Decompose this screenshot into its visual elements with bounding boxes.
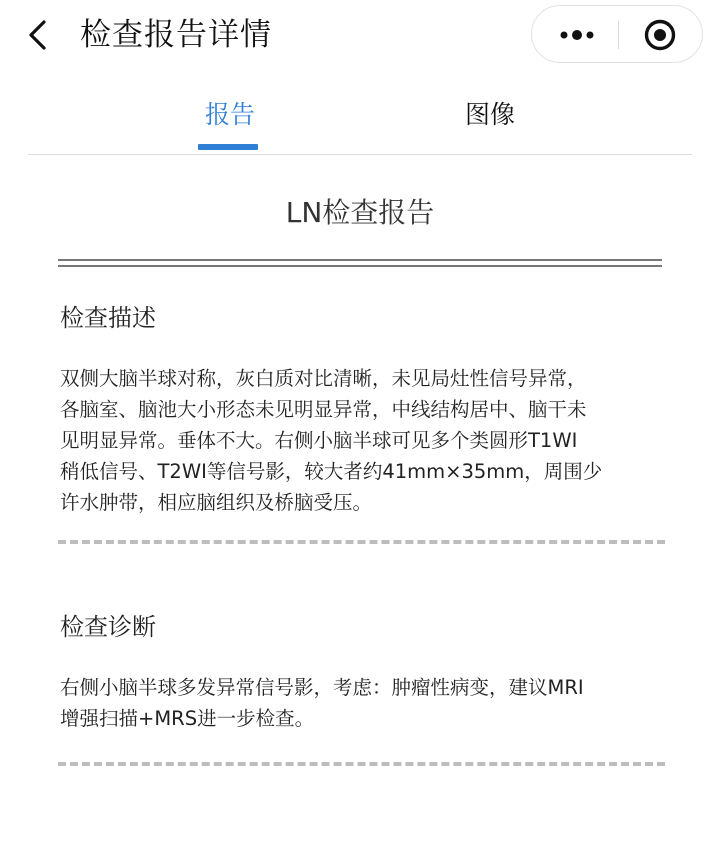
description-line: 稍低信号、T2WI等信号影，较大者约41mm×35mm，周围少 (60, 460, 603, 483)
more-dots-icon (550, 23, 610, 47)
report-title: LN检查报告 (285, 196, 435, 229)
mini-program-capsule (531, 5, 703, 63)
diagnosis-heading: 检查诊断 (60, 613, 156, 641)
capsule-divider (618, 21, 619, 49)
description-body (60, 363, 675, 518)
diagnosis-body (60, 672, 675, 734)
section-divider (58, 540, 665, 544)
more-button[interactable] (550, 23, 610, 47)
page-title: 检查报告详情 (80, 17, 272, 53)
diagnosis-line: 右侧小脑半球多发异常信号影，考虑：肿瘤性病变，建议MRI (60, 676, 584, 699)
tab-bar (28, 86, 692, 155)
description-heading: 检查描述 (60, 304, 156, 332)
nav-bar (0, 0, 720, 72)
description-line: 双侧大脑半球对称，灰白质对比清晰，未见局灶性信号异常， (60, 367, 587, 390)
tab-image[interactable]: 图像 (465, 100, 516, 129)
description-line: 各脑室、脑池大小形态未见明显异常，中线结构居中、脑干未 (60, 398, 587, 421)
active-tab-indicator (198, 144, 258, 150)
back-button[interactable] (24, 14, 64, 58)
title-divider (58, 259, 662, 269)
section-divider (58, 762, 665, 766)
target-close-icon (643, 18, 677, 52)
tab-report[interactable]: 报告 (205, 100, 256, 129)
description-line: 许水肿带，相应脑组织及桥脑受压。 (60, 491, 373, 514)
close-button[interactable] (643, 18, 677, 52)
diagnosis-line: 增强扫描+MRS进一步检查。 (60, 707, 315, 730)
description-line: 见明显异常。垂体不大。右侧小脑半球可见多个类圆形T1WI (60, 429, 578, 452)
chevron-left-icon (24, 14, 64, 58)
